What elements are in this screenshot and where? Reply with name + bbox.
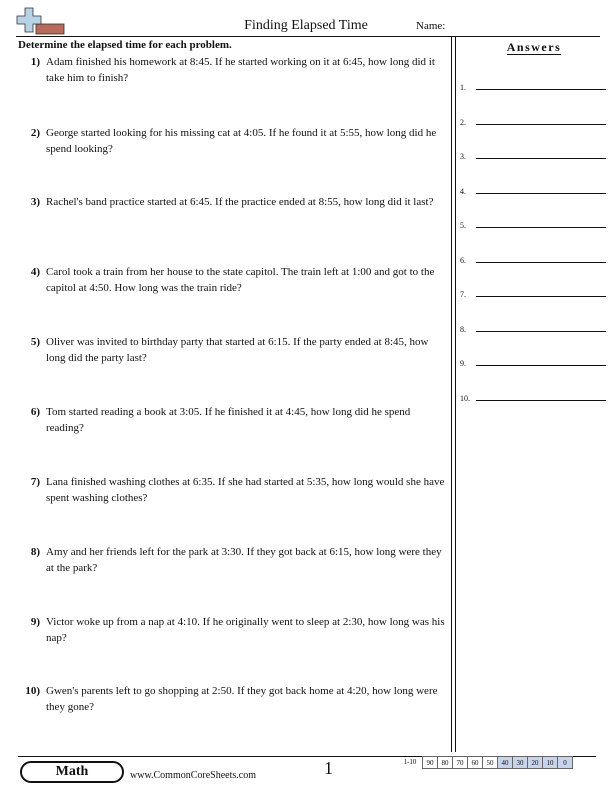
problem-number: 3) [30,196,40,208]
score-cell: 70 [452,756,468,769]
answer-line-3[interactable] [460,147,606,161]
score-cell: 20 [527,756,543,769]
name-label: Name: [416,20,446,32]
problem-text: Carol took a train from her house to the state capitol. The train left at 1:00 and got to the capitol at 4:50. How long was the train ride? [46,266,435,294]
answers-heading [464,40,604,55]
subject-label: Math [22,763,122,781]
problem-text: George started looking for his missing cat at 4:05. If he found it at 5:55, how long did he spend looking? [46,127,437,155]
problem-number: 6) [30,406,40,418]
answer-number: 1. [460,83,466,92]
problem-number: 7) [30,476,40,488]
answer-line-10[interactable] [460,389,606,403]
problem-number: 2) [30,127,40,139]
page-number: 1 [324,758,333,778]
answer-number: 3. [460,152,466,161]
answer-number: 9. [460,359,466,368]
score-cell: 90 [422,756,438,769]
problem-number: 1) [30,56,40,68]
problem-number: 5) [30,336,40,348]
answer-number: 4. [460,187,466,196]
answer-line-7[interactable] [460,285,606,299]
answer-blank[interactable] [476,365,606,366]
answer-number: 2. [460,118,466,127]
problem-text: Rachel's band practice started at 6:45. If the practice ended at 8:55, how long did it last? [46,196,434,208]
answer-number: 7. [460,290,466,299]
answer-line-9[interactable] [460,354,606,368]
answer-number: 5. [460,221,466,230]
score-cell: 80 [437,756,453,769]
answer-blank[interactable] [476,89,606,90]
worksheet-title: Finding Elapsed Time [244,18,368,33]
header-rule [16,36,600,37]
answer-line-6[interactable] [460,251,606,265]
answers-title-text: Answers [506,40,562,54]
answer-line-4[interactable] [460,182,606,196]
problem-text: Tom started reading a book at 3:05. If he finished it at 4:45, how long did he spend reading? [46,406,411,434]
answer-blank[interactable] [476,331,606,332]
answer-blank[interactable] [476,296,606,297]
problem-number: 9) [30,616,40,628]
column-divider [451,37,456,752]
answer-line-1[interactable] [460,78,606,92]
subject-badge [20,761,124,783]
score-cell: 40 [497,756,513,769]
answer-blank[interactable] [476,193,606,194]
score-cell: 30 [512,756,528,769]
problem-text: Lana finished washing clothes at 6:35. If she had started at 5:35, how long would she have spent washing clothes? [46,476,445,504]
problem-text: Amy and her friends left for the park at 3:30. If they got back at 6:15, how long were they at the park? [46,546,442,574]
answer-number: 8. [460,325,466,334]
score-cell: 0 [557,756,573,769]
answer-number: 6. [460,256,466,265]
instructions: Determine the elapsed time for each problem. [18,39,232,51]
answer-blank[interactable] [476,124,606,125]
problem-number: 8) [30,546,40,558]
score-table [398,756,573,769]
score-cell: 10 [542,756,558,769]
answer-blank[interactable] [476,262,606,263]
answer-line-2[interactable] [460,113,606,127]
answer-line-5[interactable] [460,216,606,230]
problem-text: Gwen's parents left to go shopping at 2:50. If they got back home at 4:20, how long were they gone? [46,685,438,713]
score-range-label: 1-10 [403,758,417,766]
problem-number: 4) [30,266,40,278]
answer-blank[interactable] [476,158,606,159]
score-cell: 60 [467,756,483,769]
answer-blank[interactable] [476,400,606,401]
answer-line-8[interactable] [460,320,606,334]
problem-text: Victor woke up from a nap at 4:10. If he originally went to sleep at 2:30, how long was his nap? [46,616,445,644]
score-cell: 50 [482,756,498,769]
footer [18,756,596,786]
problem-text: Adam finished his homework at 8:45. If he started working on it at 6:45, how long did it take him to finish? [46,56,435,84]
answer-number: 10. [460,394,470,403]
problem-number: 10) [25,685,40,697]
problem-text: Oliver was invited to birthday party that started at 6:15. If the party ended at 8:45, how long did the party last? [46,336,429,364]
website-link[interactable]: www.CommonCoreSheets.com [130,770,257,781]
answer-blank[interactable] [476,227,606,228]
